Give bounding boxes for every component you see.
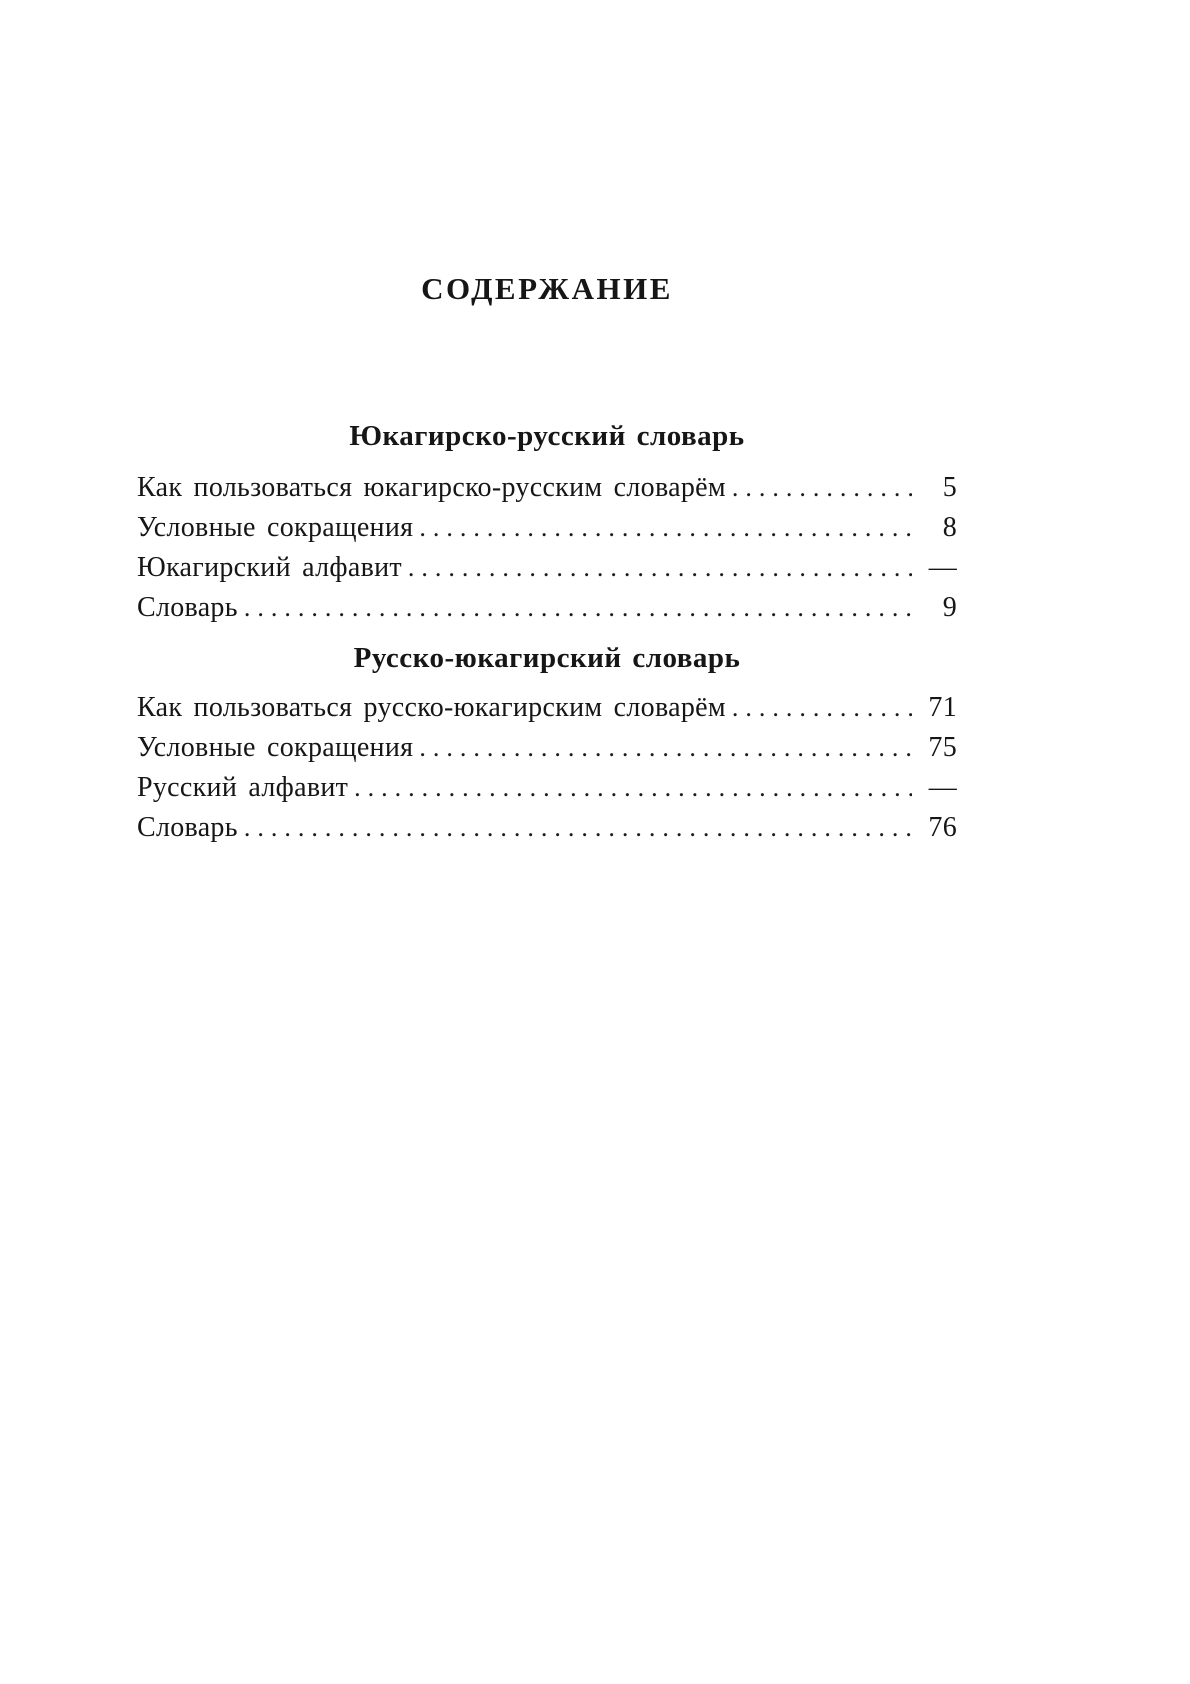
dot-leader bbox=[244, 808, 912, 848]
section-heading-yukaghir-russian: Юкагирско-русский словарь bbox=[349, 420, 745, 452]
toc-entry-page: 8 bbox=[942, 512, 957, 543]
toc-entry-page: 76 bbox=[928, 812, 957, 843]
toc-content bbox=[137, 270, 957, 848]
toc-entry-page: — bbox=[928, 772, 957, 803]
dot-leader bbox=[732, 688, 912, 728]
toc-entry bbox=[137, 768, 957, 808]
dot-leader bbox=[732, 468, 912, 508]
toc-entry-page: — bbox=[928, 552, 957, 583]
toc-entry bbox=[137, 508, 957, 548]
toc-entry bbox=[137, 808, 957, 848]
section-heading-russian-yukaghir: Русско-юкагирский словарь bbox=[353, 642, 741, 674]
toc-entry bbox=[137, 688, 957, 728]
toc-entry bbox=[137, 468, 957, 508]
toc-entry-label: Условные сокращения bbox=[137, 512, 414, 543]
toc-entry bbox=[137, 588, 957, 628]
dot-leader bbox=[354, 768, 912, 808]
toc-entry-label: Как пользоваться юкагирско-русским словарём bbox=[137, 472, 726, 503]
toc-entry-label: Русский алфавит bbox=[137, 772, 349, 803]
toc-entry-label: Словарь bbox=[137, 592, 238, 623]
dot-leader bbox=[419, 728, 912, 768]
toc-entry-label: Условные сокращения bbox=[137, 732, 414, 763]
toc-entry bbox=[137, 728, 957, 768]
dot-leader bbox=[408, 548, 912, 588]
toc-entry bbox=[137, 548, 957, 588]
toc-entry-page: 71 bbox=[928, 692, 957, 723]
toc-entry-label: Словарь bbox=[137, 812, 238, 843]
toc-entry-page: 5 bbox=[942, 472, 957, 503]
toc-entry-page: 9 bbox=[942, 592, 957, 623]
toc-entry-label: Юкагирский алфавит bbox=[137, 552, 402, 583]
toc-entry-label: Как пользоваться русско-юкагирским словарём bbox=[137, 692, 726, 723]
dot-leader bbox=[419, 508, 912, 548]
toc-entry-page: 75 bbox=[928, 732, 957, 763]
dot-leader bbox=[244, 588, 912, 628]
page-title: СОДЕРЖАНИЕ bbox=[421, 271, 673, 306]
